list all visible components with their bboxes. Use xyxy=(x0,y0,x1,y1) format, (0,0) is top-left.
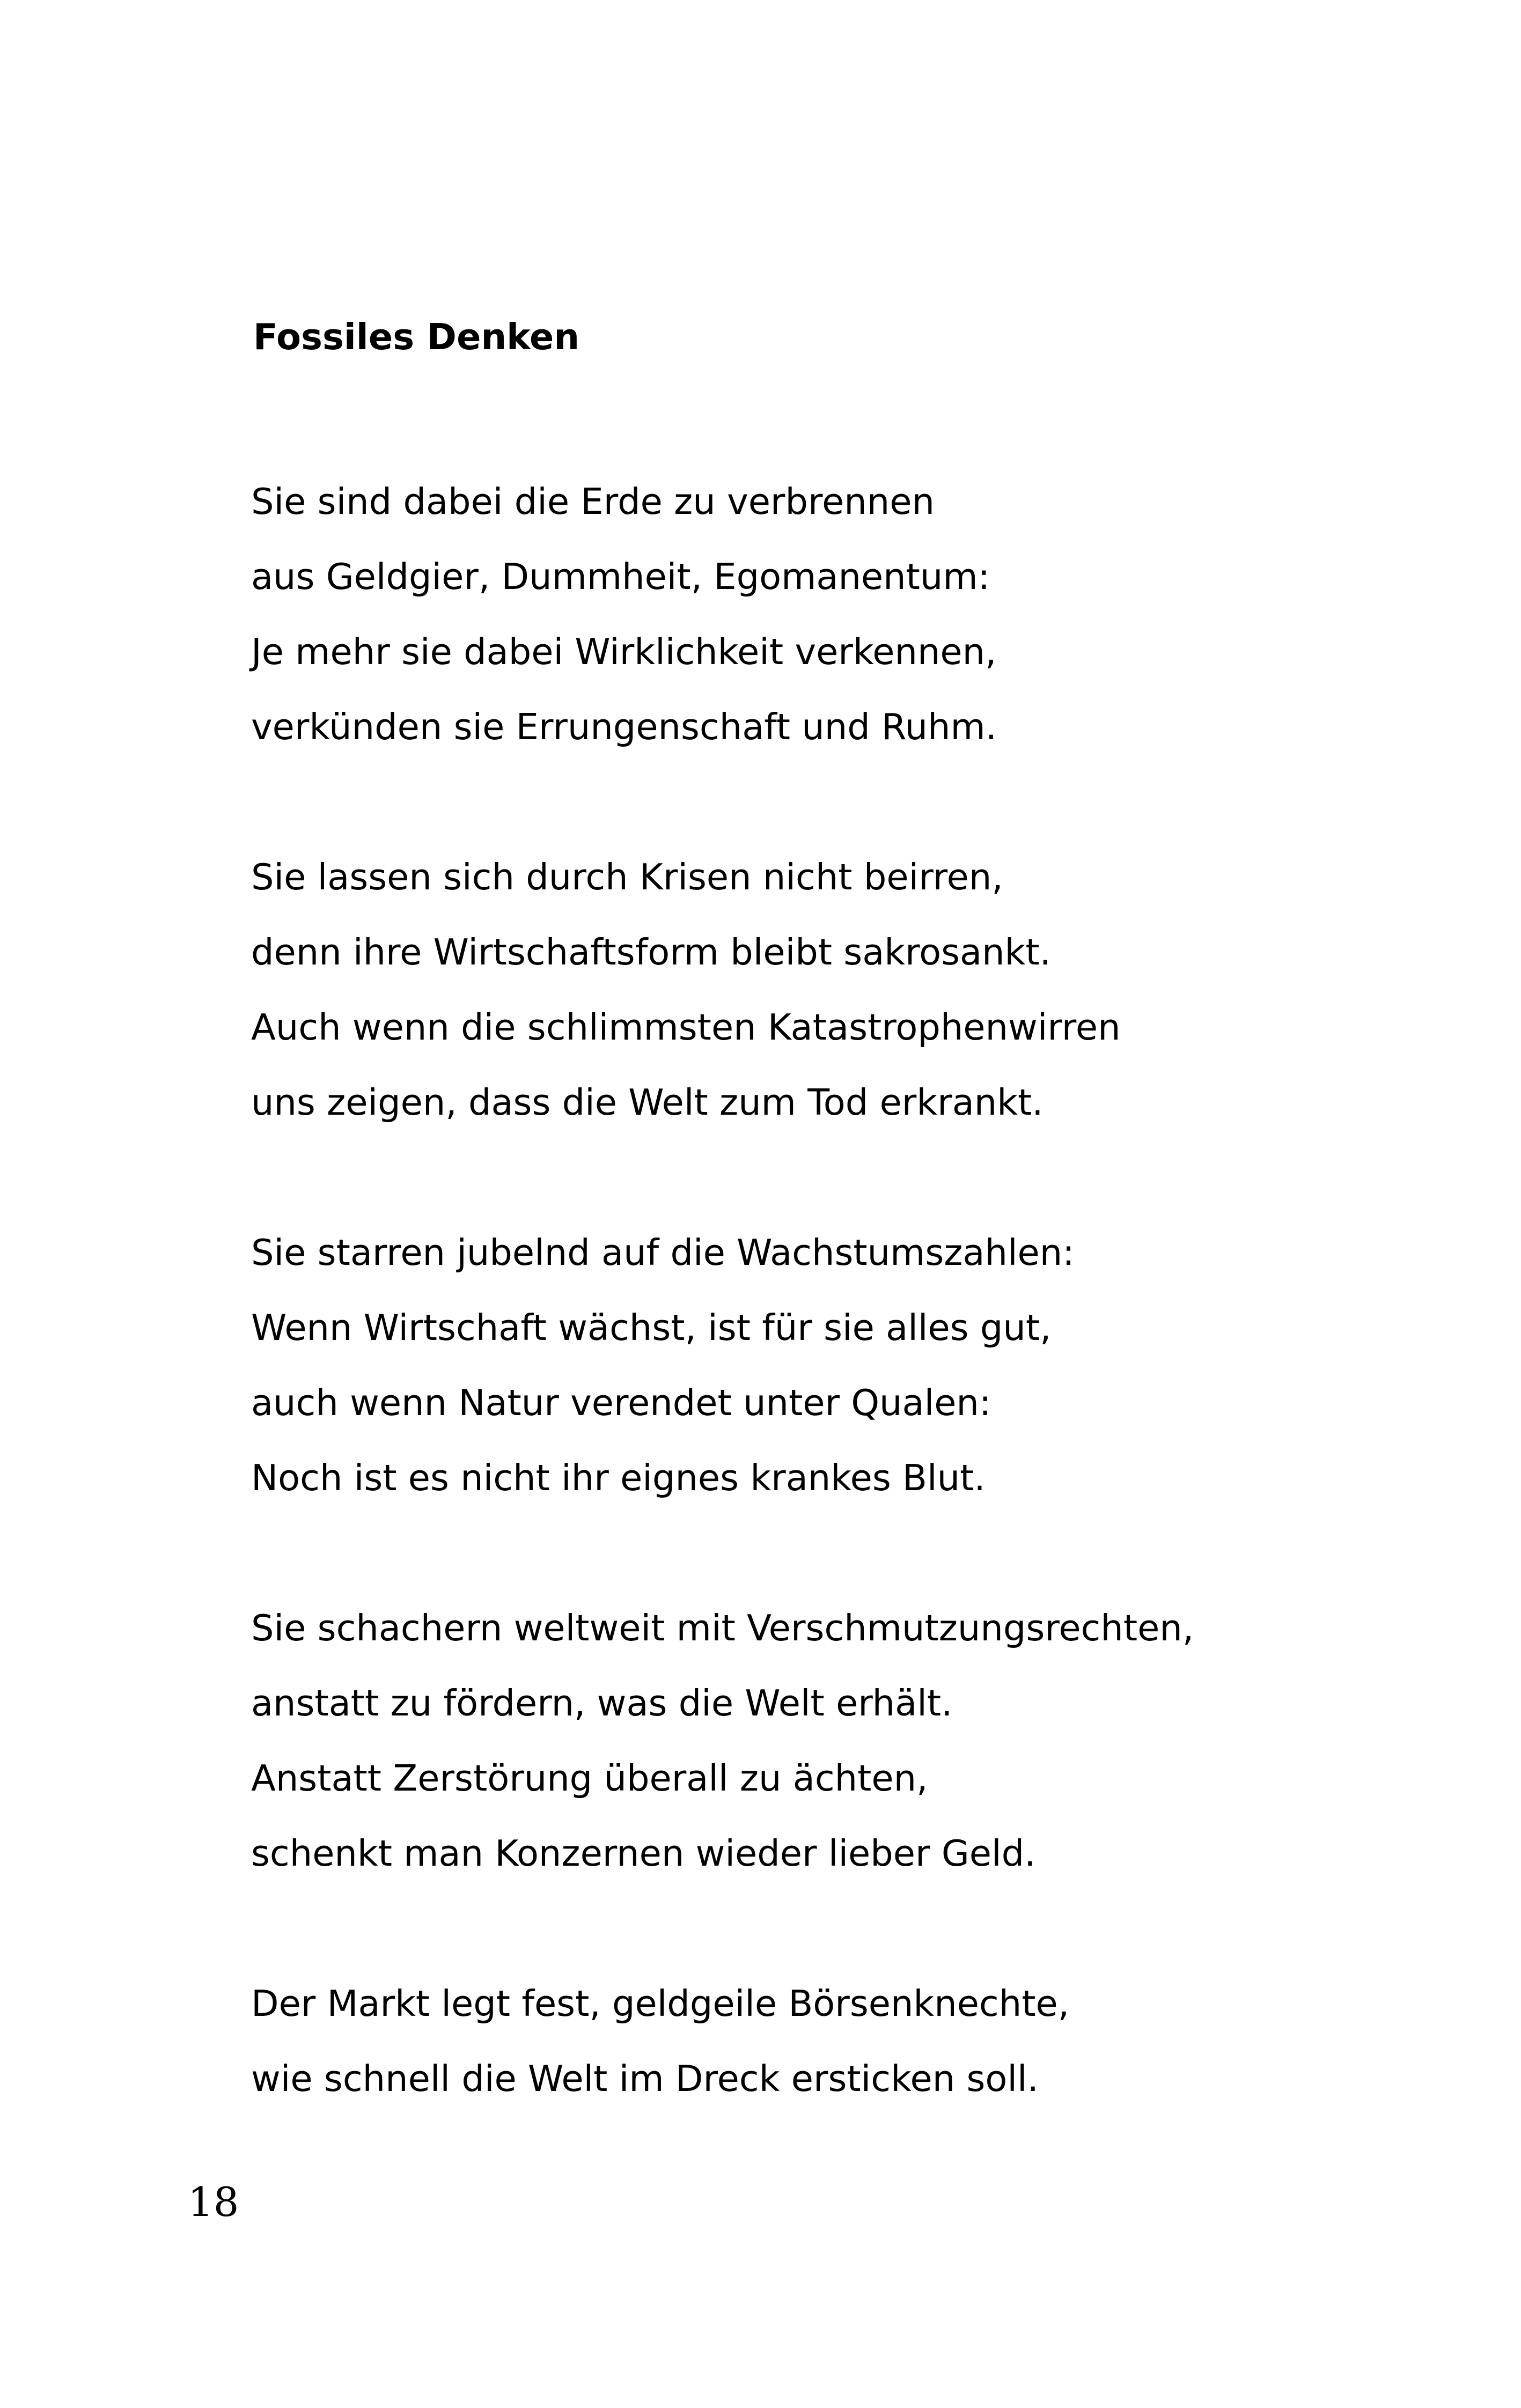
stanza-4 xyxy=(251,1590,1194,1891)
poem-line: Noch ist es nicht ihr eignes krankes Blut. xyxy=(251,1457,986,1499)
poem-line: Auch wenn die schlimmsten Katastrophenwirren xyxy=(251,1006,1121,1048)
stanza-5 xyxy=(251,1966,1194,2116)
poem-body xyxy=(251,464,1194,2116)
stanza-2 xyxy=(251,840,1194,1140)
poem-line: Der Markt legt fest, geldgeile Börsenknechte, xyxy=(251,1983,1070,2024)
poem-line: uns zeigen, dass die Welt zum Tod erkrankt. xyxy=(251,1081,1044,1123)
poem-line: denn ihre Wirtschaftsform bleibt sakrosankt. xyxy=(251,931,1051,973)
poem-line: verkünden sie Errungenschaft und Ruhm. xyxy=(251,706,997,748)
poem-title: Fossiles Denken xyxy=(253,316,580,358)
poem-line: Sie starren jubelnd auf die Wachstumszahlen: xyxy=(251,1232,1075,1273)
poem-line: Sie lassen sich durch Krisen nicht beirren, xyxy=(251,856,1003,898)
poem-line: Sie schachern weltweit mit Verschmutzungsrechten, xyxy=(251,1607,1194,1649)
stanza-1 xyxy=(251,464,1194,764)
poem-line: Wenn Wirtschaft wächst, ist für sie alles gut, xyxy=(251,1307,1052,1349)
poem-line: auch wenn Natur verendet unter Qualen: xyxy=(251,1382,991,1424)
poem-line: Je mehr sie dabei Wirklichkeit verkennen, xyxy=(251,631,997,673)
stanza-3 xyxy=(251,1215,1194,1515)
poem-line: wie schnell die Welt im Dreck ersticken soll. xyxy=(251,2058,1039,2100)
poem-line: anstatt zu fördern, was die Welt erhält. xyxy=(251,1682,953,1724)
poem-line: schenkt man Konzernen wieder lieber Geld. xyxy=(251,1832,1036,1874)
poem-line: Anstatt Zerstörung überall zu ächten, xyxy=(251,1757,928,1799)
poem-line: aus Geldgier, Dummheit, Egomanentum: xyxy=(251,556,990,598)
page-number: 18 xyxy=(188,2178,239,2226)
poem-line: Sie sind dabei die Erde zu verbrennen xyxy=(251,481,935,522)
